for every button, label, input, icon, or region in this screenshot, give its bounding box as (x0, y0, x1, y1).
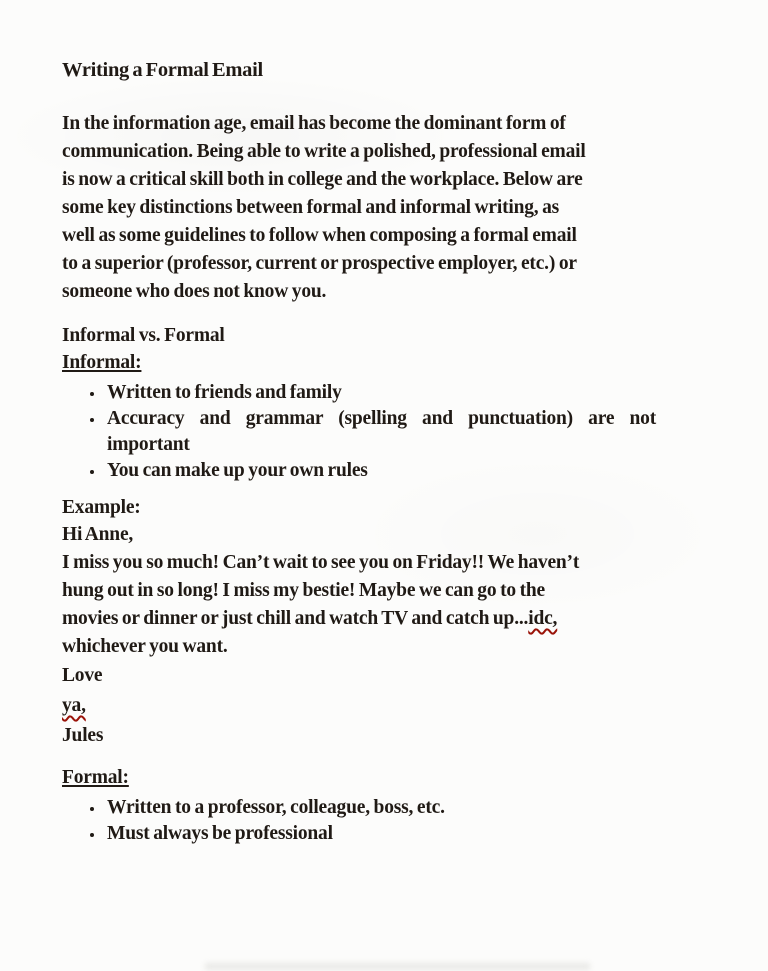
formal-bullet-list (62, 795, 656, 847)
example-body-line-text: movies or dinner or just chill and watch TV and catch up... (62, 608, 529, 629)
example-signature: Jules (62, 725, 104, 746)
spellcheck-flagged-word-ya: ya, (62, 695, 86, 716)
intro-line: well as some guidelines to follow when composing a formal email (62, 225, 577, 246)
example-closing-ya (62, 691, 656, 721)
intro-line: some key distinctions between formal and informal writing, as (62, 197, 560, 218)
example-body-line (62, 605, 656, 633)
formal-section (62, 764, 656, 847)
informal-bullet-item: • Accuracy and grammar (spelling and punctuation) are not important (105, 406, 656, 458)
document-content (62, 56, 656, 847)
example-body-line: I miss you so much! Can’t wait to see you on Friday!! We haven’t (62, 552, 580, 573)
example-closing-love: Love (62, 665, 103, 686)
page-bottom-scan-artifact (205, 963, 590, 970)
intro-line: someone who does not know you. (62, 281, 327, 302)
example-body-line: whichever you want. (62, 636, 228, 657)
comparison-section-heading: Informal vs. Formal (62, 325, 225, 346)
formal-heading: Formal: (62, 767, 129, 788)
informal-bullet-item: • Written to friends and family (105, 380, 656, 406)
example-body-line: hung out in so long! I miss my bestie! Maybe we can go to the (62, 580, 545, 601)
example-heading: Example: (62, 497, 141, 518)
intro-line: to a superior (professor, current or prospective employer, etc.) or (62, 253, 577, 274)
example-section (62, 494, 656, 751)
example-body (62, 549, 656, 605)
intro-line: is now a critical skill both in college and the workplace. Below are (62, 169, 583, 190)
example-greeting: Hi Anne, (62, 524, 134, 545)
formal-bullet-item: • Written to a professor, colleague, boss, etc. (105, 795, 656, 821)
intro-paragraph (62, 110, 656, 306)
informal-bullet-item: • You can make up your own rules (105, 458, 656, 484)
document-title: Writing a Formal Email (62, 59, 263, 81)
intro-line: In the information age, email has become the dominant form of (62, 113, 566, 134)
spellcheck-flagged-word-idc: idc, (528, 608, 558, 629)
formal-bullet-item: • Must always be professional (105, 821, 656, 847)
intro-line: communication. Being able to write a polished, professional email (62, 141, 586, 162)
informal-bullet-list (62, 380, 656, 484)
informal-heading: Informal: (62, 352, 142, 373)
